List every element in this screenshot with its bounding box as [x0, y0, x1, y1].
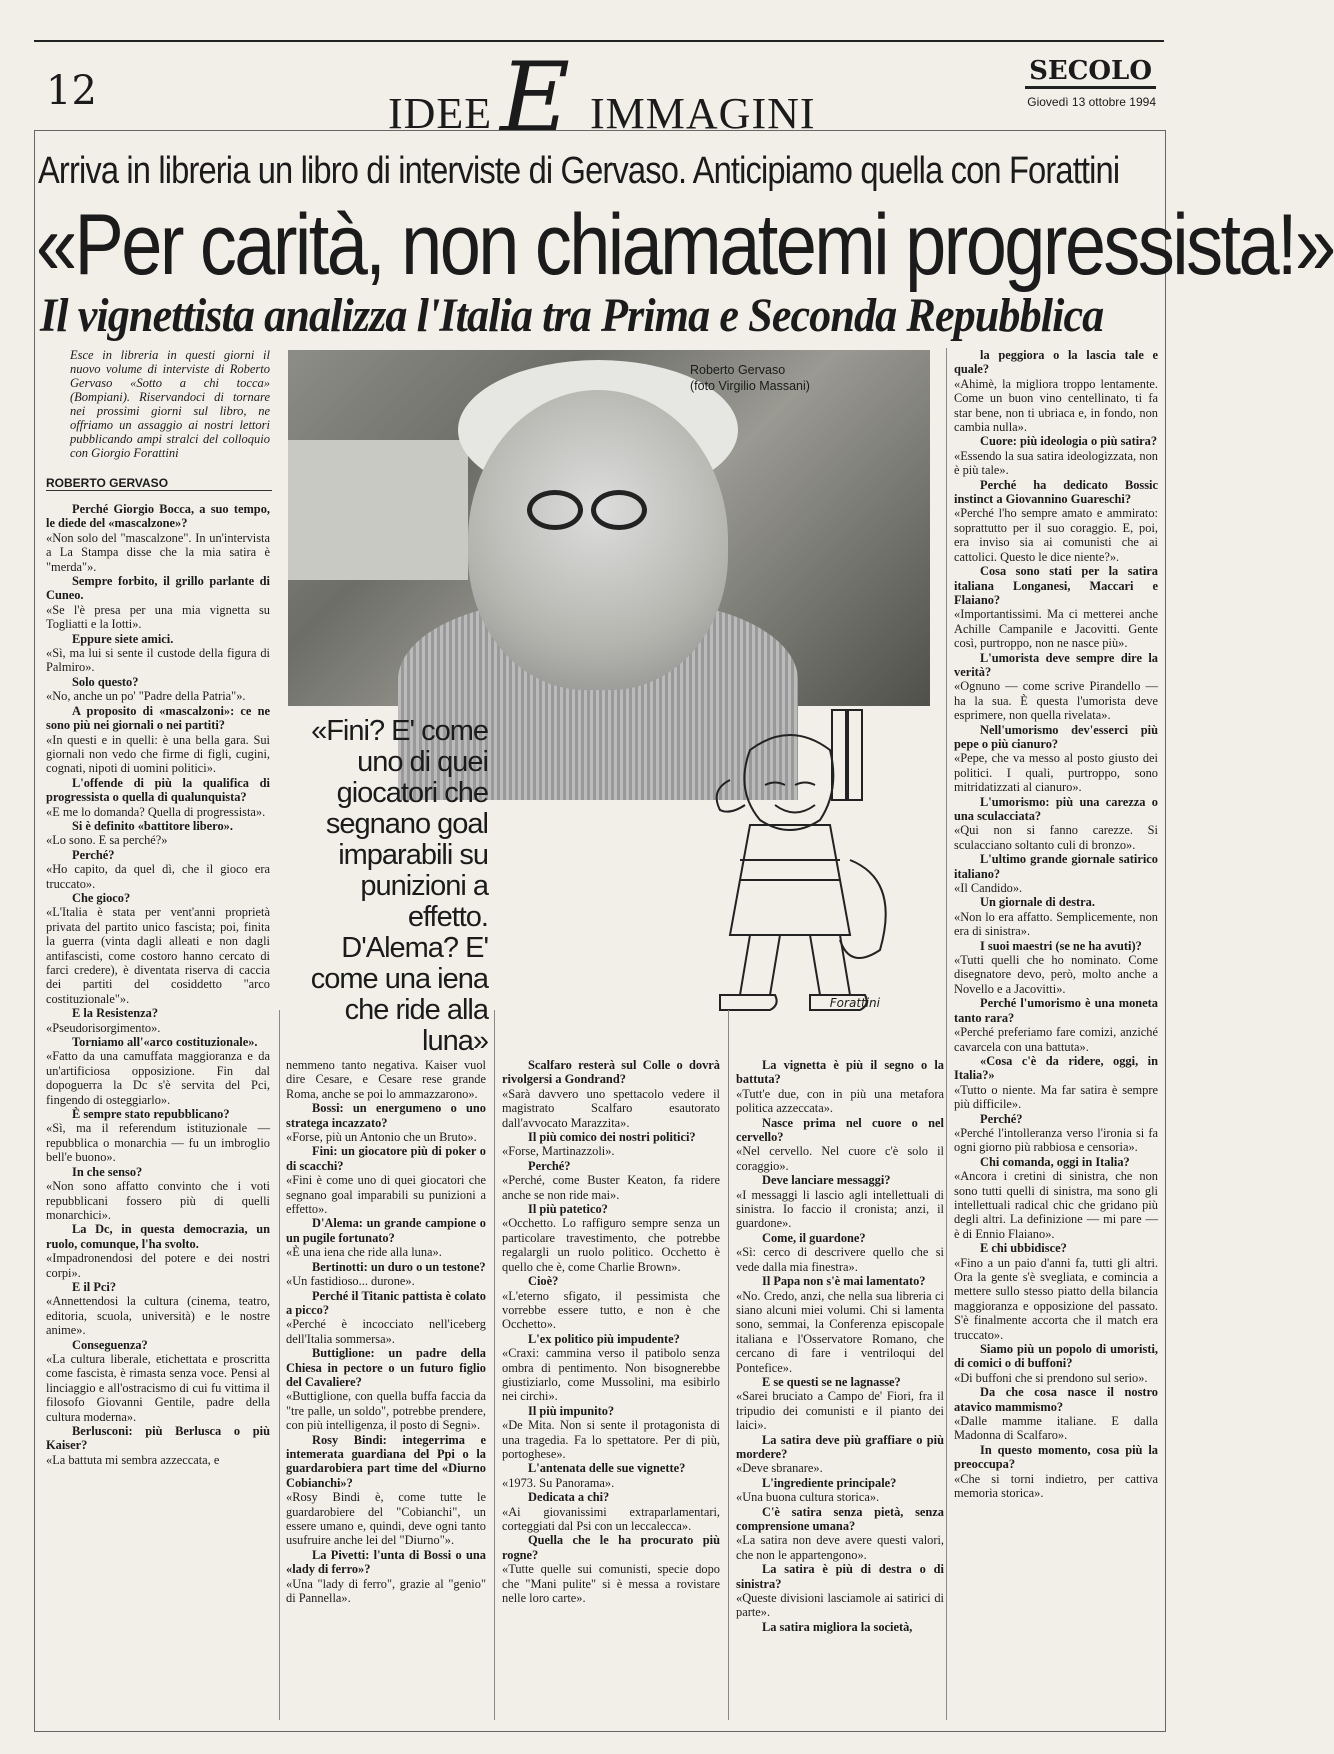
- interview-question: La Dc, in questa democrazia, un ruolo, comunque, l'ha svolto.: [46, 1222, 270, 1251]
- interview-answer: «Perché, come Buster Keaton, fa ridere anche se non ride mai».: [502, 1173, 720, 1202]
- interview-answer: «Se l'è presa per una mia vignetta su Togliatti e la Iotti».: [46, 602, 270, 632]
- interview-answer: «Non solo del "mascalzone". In un'intervista a La Stampa disse che la mia satira è "merda"».: [46, 530, 270, 574]
- interview-question: Torniamo all'«arco costituzionale».: [72, 1035, 258, 1050]
- photo-face: [468, 390, 728, 690]
- interview-question: In che senso?: [72, 1164, 143, 1179]
- interview-question: La satira migliora la società,: [762, 1619, 913, 1634]
- interview-answer: «Importantissimi. Ma ci metterei anche Achille Campanile e Jacovitti. Gente così, purtroppo, non ne nasce più».: [954, 607, 1158, 651]
- interview-answer: «Una "lady di ferro", grazie al "genio" di Pannella».: [286, 1576, 486, 1606]
- interview-answer: «I messaggi li lascio agli intellettuali di sinistra. Io faccio il cronista; anzi, il guardone».: [736, 1187, 944, 1231]
- interview-answer: «Essendo la sua satira ideologizzata, non è più tale».: [954, 448, 1158, 478]
- interview-answer: «Tutti quelli che ho nominato. Come disegnatore devo, però, molto anche a Novello e a Jacovitti».: [954, 953, 1158, 996]
- interview-answer: «Perché preferiamo fare comizi, anziché cavarcela con una battuta».: [954, 1025, 1158, 1054]
- interview-question: Perché il Titanic pattista è colato a picco?: [286, 1288, 486, 1317]
- interview-answer: «Il Candido».: [954, 881, 1023, 896]
- interview-answer: «L'Italia è stata per vent'anni proprietà privata del partito unico fascista; poi, finita la guerra (vinta dagli alleati e non dagli antifascisti, come costoro hanno cercato di farci credere), è diventata riserva di caccia dei partiti del cosiddetto "arco costituzionale"».: [46, 905, 270, 1006]
- column-divider: [494, 1010, 495, 1720]
- interview-answer: «Che si torni indietro, per cattiva memoria storica».: [954, 1471, 1158, 1501]
- interview-answer: «Rosy Bindi è, come tutte le guardarobiere del "Cobianchi", un essere umano e, quindi, deve ogni tanto usufruire anche lei del "Diurno"».: [286, 1490, 486, 1548]
- interview-answer: «No. Credo, anzi, che nella sua libreria ci siano alcuni miei volumi. Chi si lamenta sono, semmai, la Conferenza episcopale italiana e l'Osservatore Romano, che cercano di fare i ventriloqui del Pontefice».: [736, 1288, 944, 1375]
- article-subhead: Il vignettista analizza l'Italia tra Prima e Seconda Repubblica: [40, 289, 1104, 342]
- interview-question: I suoi maestri (se ne ha avuti)?: [980, 938, 1142, 953]
- interview-answer: «Deve sbranare».: [736, 1461, 823, 1476]
- interview-question: Bertinotti: un duro o un testone?: [312, 1259, 486, 1274]
- interview-answer: «Fini è come uno di quei giocatori che segnano goal imparabili su punizioni a effetto».: [286, 1173, 486, 1217]
- photo-glasses: [523, 490, 683, 530]
- pull-quote: «Fini? E' come uno di quei giocatori che segnano goal imparabili su punizioni a effetto. D'Alema? E' come una iena che ride alla luna»: [310, 715, 488, 1057]
- caricature-illustration: [600, 710, 920, 1030]
- interview-answer: «No, anche un po' "Padre della Patria"».: [46, 689, 246, 704]
- section-title: [380, 42, 840, 154]
- interview-answer: «Craxi: cammina verso il patibolo senza ombra di pentimento. Non bisognerebbe giustiziarlo, come Mussolini, ma esibirlo nei circhi».: [502, 1346, 720, 1404]
- section-title-e: E: [500, 42, 571, 154]
- interview-answer: «Ognuno — come scrive Pirandello — ha la sua. È questa l'umorista deve esprimere, non quella rivelata».: [954, 679, 1158, 723]
- interview-question: L'offende di più la qualifica di progressista o quella di qualunquista?: [46, 775, 270, 805]
- interview-answer: «E me lo domanda? Quella di progressista».: [46, 804, 266, 819]
- cartoon-signature: Forattini: [829, 996, 880, 1010]
- interview-question: Chi comanda, oggi in Italia?: [980, 1154, 1130, 1169]
- interview-question: Si è definito «battitore libero».: [72, 818, 233, 833]
- article-headline: «Per carità, non chiamatemi progressista!»: [36, 197, 1334, 293]
- article-intro: Esce in libreria in questi giorni il nuovo volume di interviste di Roberto Gervaso «Sotto a chi tocca» (Bompiani). Riservandoci di tornare nei prossimi giorni sul libro, ne offriamo un assaggio ai nostri lettori pubblicando ampi stralci del colloquio con Giorgio Forattini: [70, 348, 270, 460]
- interview-answer: nemmeno tanto negativa. Kaiser vuol dire Cesare, e Cesare rese grande Roma, anche se poi lo ammazzarono».: [286, 1058, 486, 1101]
- interview-answer: «La satira non deve avere questi valori, che non le appartengono».: [736, 1533, 944, 1562]
- text-column-4: [736, 1058, 944, 1634]
- text-column-3: [502, 1058, 720, 1605]
- interview-question: la peggiora o la lascia tale e quale?: [954, 348, 1158, 377]
- interview-answer: «Sarà davvero uno spettacolo vedere il magistrato Scalfaro esautorato dall'avvocato Marazzita».: [502, 1086, 720, 1130]
- interview-answer: «In questi e in quelli: è una bella gara. Sui giornali non vedo che firme di figli, cugini, cognati, nipoti di uomini politici».: [46, 732, 270, 776]
- interview-answer: «Ai giovanissimi extraparlamentari, corteggiati dal Psi con un leccalecca».: [502, 1504, 720, 1533]
- interview-question: «Cosa c'è da ridere, oggi, in Italia?»: [954, 1053, 1158, 1083]
- interview-question: Perché l'umorismo è una moneta tanto rara?: [954, 996, 1158, 1025]
- photo-caption-credit: (foto Virgilio Massani): [690, 379, 810, 393]
- interview-answer: «Perché l'ho sempre amato e ammirato: soprattutto per il suo coraggio. E, poi, era inviso sia ai comunisti che ai cattolici. Questo le dice niente?».: [954, 506, 1158, 564]
- interview-question: Nell'umorismo dev'esserci più pepe o più cianuro?: [954, 722, 1158, 751]
- interview-question: La satira deve più graffiare o più mordere?: [736, 1432, 944, 1461]
- interview-question: La satira è più di destra o di sinistra?: [736, 1562, 944, 1591]
- interview-question: L'ex politico più impudente?: [528, 1331, 680, 1346]
- interview-answer: «Sì: cerco di descrivere quello che si vede dalla mia finestra».: [736, 1245, 944, 1274]
- interview-answer: «Tutte quelle sui comunisti, specie dopo che "Mani pulite" si è messa a rovistare nelle loro carte».: [502, 1562, 720, 1606]
- interview-answer: «Nel cervello. Nel cuore c'è solo il coraggio».: [736, 1144, 944, 1173]
- interview-question: Il più impunito?: [528, 1403, 615, 1418]
- interview-question: Buttiglione: un padre della Chiesa in pectore o un futuro figlio del Cavaliere?: [286, 1346, 486, 1389]
- interview-question: La vignetta è più il segno o la battuta?: [736, 1058, 944, 1087]
- interview-answer: «Pepe, che va messo al posto giusto dei politici. I quali, purtroppo, sono mitridatizzati al cianuro».: [954, 751, 1158, 795]
- interview-answer: «È una iena che ride alla luna».: [286, 1245, 442, 1260]
- interview-question: E il Pci?: [72, 1279, 117, 1294]
- interview-answer: «Sarei bruciato a Campo de' Fiori, fra il tripudio dei comunisti e il pianto dei laici».: [736, 1389, 944, 1433]
- interview-question: L'umorismo: più una carezza o una sculacciata?: [954, 794, 1158, 823]
- interview-answer: «Tutto o niente. Ma far satira è sempre più difficile».: [954, 1082, 1158, 1112]
- interview-answer: «Forse, più un Antonio che un Bruto».: [286, 1130, 477, 1145]
- interview-question: Perché?: [72, 847, 115, 862]
- interview-answer: «Sì, ma lui si sente il custode della figura di Palmiro».: [46, 646, 270, 675]
- interview-answer: «Impadronendosi del potere e dei nostri corpi».: [46, 1251, 270, 1280]
- top-rule: [34, 40, 1164, 42]
- interview-question: Cioè?: [528, 1274, 559, 1289]
- text-column-2: [286, 1058, 486, 1605]
- interview-answer: «Di buffoni che si prendono sul serio».: [954, 1370, 1148, 1385]
- interview-answer: «Ho capito, da quel dì, che il gioco era truccato».: [46, 862, 270, 891]
- interview-answer: «Una buona cultura storica».: [736, 1490, 880, 1505]
- interview-question: L'antenata delle sue vignette?: [528, 1461, 686, 1476]
- caricature-drawing: [600, 710, 920, 1030]
- interview-answer: «Qui non si fanno carezze. Si sculacciano soltanto culi di bronzo».: [954, 823, 1158, 852]
- interview-question: Da che cosa nasce il nostro atavico mammismo?: [954, 1385, 1158, 1414]
- column-divider: [728, 1010, 729, 1720]
- interview-answer: «Fino a un paio d'anni fa, tutti gli altri. Ora la gente s'è svegliata, e comincia a mettere sullo stesso piatto della bilancia maggioranza e opposizione del passato. S'è finalmente accorta che il match era truccato».: [954, 1255, 1158, 1342]
- interview-question: L'ingrediente principale?: [762, 1475, 897, 1490]
- column-divider: [279, 1010, 280, 1720]
- interview-answer: «Perché è incocciato nell'iceberg dell'Italia sommersa».: [286, 1317, 486, 1346]
- interview-question: Cosa sono stati per la satira italiana Longanesi, Maccari e Flaiano?: [954, 564, 1158, 607]
- interview-question: Fini: un giocatore più di poker o di scacchi?: [286, 1144, 486, 1173]
- article-kicker: Arriva in libreria un libro di interviste di Gervaso. Anticipiamo quella con Forattini: [38, 150, 1120, 192]
- interview-question: C'è satira senza pietà, senza comprensione umana?: [736, 1504, 944, 1533]
- interview-question: Dedicata a chi?: [528, 1490, 610, 1505]
- interview-answer: «Forse, Martinazzoli».: [502, 1144, 615, 1159]
- text-column-1: [46, 502, 270, 1467]
- interview-answer: «Non lo era affatto. Semplicemente, non era di sinistra».: [954, 909, 1158, 939]
- interview-answer: «Occhetto. Lo raffiguro sempre senza un particolare travestimento, che potrebbe regalargli un ruolo politico. Occhetto è quello che è, come Charlie Brown».: [502, 1216, 720, 1274]
- interview-answer: «Ahimè, la migliora troppo lentamente. Come un buon vino centellinato, ti fa star bene, non ti ubriaca e, in fondo, non cambia nulla».: [954, 376, 1158, 435]
- interview-question: Berlusconi: più Berlusca o più Kaiser?: [46, 1424, 270, 1453]
- interview-answer: «Tutt'e due, con in più una metafora politica azzeccata».: [736, 1086, 944, 1116]
- masthead: [1025, 56, 1156, 109]
- interview-question: Che gioco?: [72, 890, 131, 905]
- interview-question: D'Alema: un grande campione o un pugile fortunato?: [286, 1216, 486, 1245]
- interview-answer: «Sì, ma il referendum istituzionale — repubblica o monarchia — fu un imbroglio bell'e buono».: [46, 1121, 270, 1165]
- interview-question: Eppure siete amici.: [72, 631, 174, 646]
- interview-question: E la Resistenza?: [72, 1006, 159, 1021]
- interview-question: Un giornale di destra.: [980, 895, 1095, 910]
- interview-answer: «Non sono affatto convinto che i voti repubblicani fossero più di quelli monarchici».: [46, 1179, 270, 1222]
- interview-answer: «Queste divisioni lasciamole ai satirici di parte».: [736, 1591, 944, 1620]
- interview-question: Solo questo?: [72, 674, 139, 689]
- interview-answer: «La battuta mi sembra azzeccata, e: [46, 1452, 220, 1467]
- interview-question: Quella che le ha procurato più rogne?: [502, 1533, 720, 1562]
- interview-question: Sempre forbito, il grillo parlante di Cuneo.: [46, 574, 270, 603]
- interview-question: Il più patetico?: [528, 1202, 608, 1217]
- interview-answer: «Perché l'intolleranza verso l'ironia si fa ogni giorno più rabbiosa e censoria».: [954, 1125, 1158, 1155]
- interview-question: Nasce prima nel cuore o nel cervello?: [736, 1115, 944, 1145]
- interview-question: L'ultimo grande giornale satirico italiano?: [954, 852, 1158, 881]
- interview-question: Come, il guardone?: [762, 1230, 866, 1245]
- interview-answer: «L'eterno sfigato, il pessimista che vorrebbe essere tutto, e non è che Occhetto».: [502, 1288, 720, 1332]
- interview-answer: «Lo sono. E sa perché?»: [46, 833, 168, 848]
- interview-question: A proposito di «mascalzoni»: ce ne sono più nei giornali o nei partiti?: [46, 703, 270, 733]
- issue-date: Giovedì 13 ottobre 1994: [1027, 95, 1156, 109]
- interview-question: Deve lanciare messaggi?: [762, 1173, 891, 1188]
- interview-question: Il più comico dei nostri politici?: [528, 1130, 696, 1145]
- interview-answer: «Dalle mamme italiane. E dalla Madonna di Scalfaro».: [954, 1414, 1158, 1443]
- photo-caption: [690, 362, 810, 394]
- interview-answer: «Buttiglione, con quella buffa faccia da "tre palle, un soldo", potrebbe prendere, con più intelligenza, il posto di Segni».: [286, 1389, 486, 1433]
- photo-caption-name: Roberto Gervaso: [690, 363, 786, 377]
- interview-question: Rosy Bindi: integerrima e intemerata guardiana del Ppi o la guardarobiera part time del «Diurno Cobianchi»?: [286, 1432, 486, 1490]
- interview-answer: «Annettendosi la cultura (cinema, teatro, editoria, scuola, università) e le nostre anime».: [46, 1294, 270, 1338]
- interview-answer: «La cultura liberale, etichettata e proscritta come fascista, è rimasta senza voce. Pensi al linciaggio e all'ostracismo di cui fu vittima il filosofo Giovanni Gentile, padre della cultura moderna».: [46, 1351, 270, 1424]
- interview-question: Il Papa non s'è mai lamentato?: [762, 1274, 926, 1289]
- interview-answer: «Ancora i cretini di sinistra, che non sono tutti quelli di sinistra, ma sono gli intellettuali radical chic che gridano più degli altri. La definizione — mi pare — è di Ennio Flaiano».: [954, 1169, 1158, 1241]
- interview-question: Perché Giorgio Bocca, a suo tempo, le diede del «mascalzone»?: [46, 502, 270, 531]
- photo-background-house: [288, 440, 468, 580]
- interview-answer: «Fatto da una camuffata maggioranza e da un'artificiosa opposizione. Fin dal dopoguerra la Dc s'è servita del Pci, fingendo di osteggiarlo».: [46, 1049, 270, 1107]
- page-number: 12: [46, 68, 97, 114]
- interview-question: Bossi: un energumeno o uno stratega incazzato?: [286, 1101, 486, 1130]
- interview-question: Cuore: più ideologia o più satira?: [980, 434, 1158, 449]
- interview-question: Perché?: [980, 1111, 1023, 1126]
- interview-question: Siamo più un popolo di umoristi, di comici o di buffoni?: [954, 1342, 1158, 1371]
- interview-answer: «1973. Su Panorama».: [502, 1475, 615, 1490]
- newspaper-logo: SECOLO: [1025, 56, 1156, 89]
- interview-question: Scalfaro resterà sul Colle o dovrà rivolgersi a Gondrand?: [502, 1058, 720, 1087]
- interview-question: E chi ubbidisce?: [980, 1241, 1067, 1256]
- interview-question: Perché ha dedicato Bossic instinct a Giovannino Guareschi?: [954, 477, 1158, 507]
- interview-question: E se questi se ne lagnasse?: [762, 1374, 901, 1389]
- interview-question: L'umorista deve sempre dire la verità?: [954, 650, 1158, 679]
- column-divider: [946, 348, 947, 1720]
- interview-question: È sempre stato repubblicano?: [72, 1107, 230, 1122]
- interview-answer: «Pseudorisorgimento».: [46, 1020, 161, 1035]
- section-title-right: IMMAGINI: [590, 89, 816, 138]
- text-column-5: [954, 348, 1158, 1501]
- interview-question: In questo momento, cosa più la preoccupa?: [954, 1442, 1158, 1472]
- interview-answer: «Un fastidioso... durone».: [286, 1274, 415, 1289]
- author-photo: [288, 350, 930, 706]
- section-title-left: IDEE: [388, 89, 493, 138]
- interview-question: Perché?: [528, 1158, 571, 1173]
- interview-answer: «De Mita. Non si sente il protagonista di una tragedia. Fa lo spettatore. Per di più, portoghese».: [502, 1418, 720, 1461]
- interview-question: Conseguenza?: [72, 1337, 148, 1352]
- article-byline: ROBERTO GERVASO: [46, 476, 272, 491]
- interview-question: La Pivetti: l'unta di Bossi o una «lady di ferro»?: [286, 1547, 486, 1577]
